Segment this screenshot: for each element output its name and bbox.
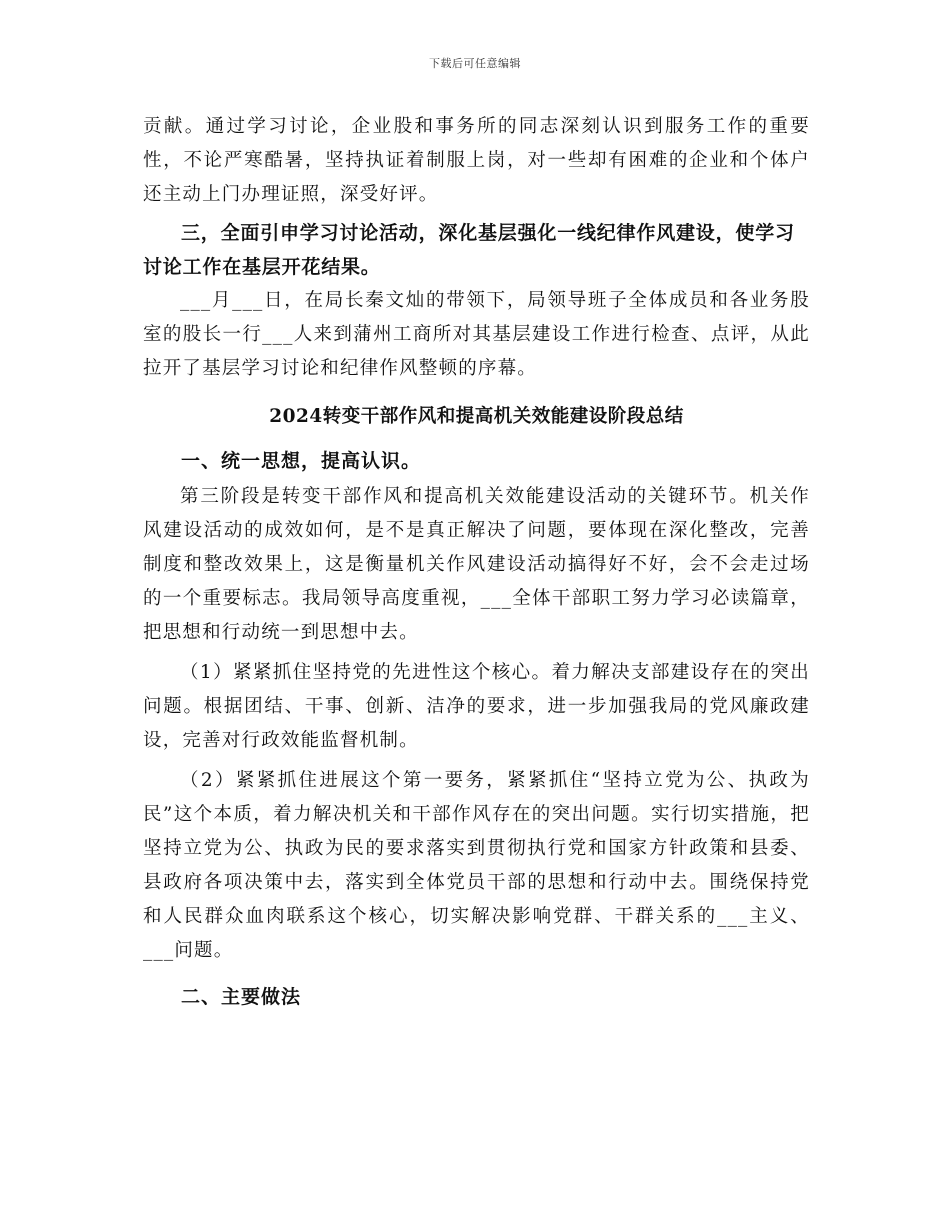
heading-unify-thinking: 一、统一思想，提高认识。 — [181, 450, 422, 472]
paragraph-contribution: 贡献。通过学习讨论，企业股和事务所的同志深刻认识到服务工作的重要性，不论严寒酷暑，坚持执证着制服上岗，对一些却有困难的企业和个体户还主动上门办理证照，深受好评。 — [143, 116, 810, 205]
paragraph-third-stage: 第三阶段是转变干部作风和提高机关效能建设活动的关键环节。机关作风建设活动的成效如何，是不是真正解决了问题，要体现在深化整改，完善制度和整改效果上，这是衡量机关作风建设活动搞得好不好，会不会走过场的一个重要标志。我局领导高度重视，___全体干部职工努力学习必读篇章，把思想和行动统一到思想中去。 — [143, 486, 810, 643]
paragraph-item-1: （1）紧紧抓住坚持党的先进性这个核心。着力解决支部建设存在的突出问题。根据团结、干事、创新、洁净的要求，进一步加强我局的党风廉政建设，完善对行政效能监督机制。 — [143, 662, 810, 751]
document-body — [143, 110, 810, 1016]
paragraph-item-2: （2）紧紧抓住进展这个第一要务，紧紧抓住“坚持立党为公、执政为民”这个本质，着力解决机关和干部作风存在的突出问题。实行切实措施，把坚持立党为公、执政为民的要求落实到贯彻执行党和国家方针政策和县委、县政府各项决策中去，落实到全体党员干部的思想和行动中去。围绕保持党和人民群众血肉联系这个核心，切实解决影响党群、干群关系的___主义、___问题。 — [143, 770, 810, 961]
heading-main-practices: 二、主要做法 — [181, 986, 302, 1008]
document-title: 2024转变干部作风和提高机关效能建设阶段总结 — [269, 406, 684, 427]
paragraph-inspection: ___月___日，在局长秦文灿的带领下，局领导班子全体成员和各业务股室的股长一行___人来到蒲州工商所对其基层建设工作进行检查、点评，从此拉开了基层学习讨论和纪律作风整顿的序幕。 — [143, 290, 810, 379]
heading-section-three: 三，全面引申学习讨论活动，深化基层强化一线纪律作风建设，使学习讨论工作在基层开花结果。 — [143, 222, 795, 278]
page-header: 下载后可任意编辑 — [429, 57, 521, 70]
